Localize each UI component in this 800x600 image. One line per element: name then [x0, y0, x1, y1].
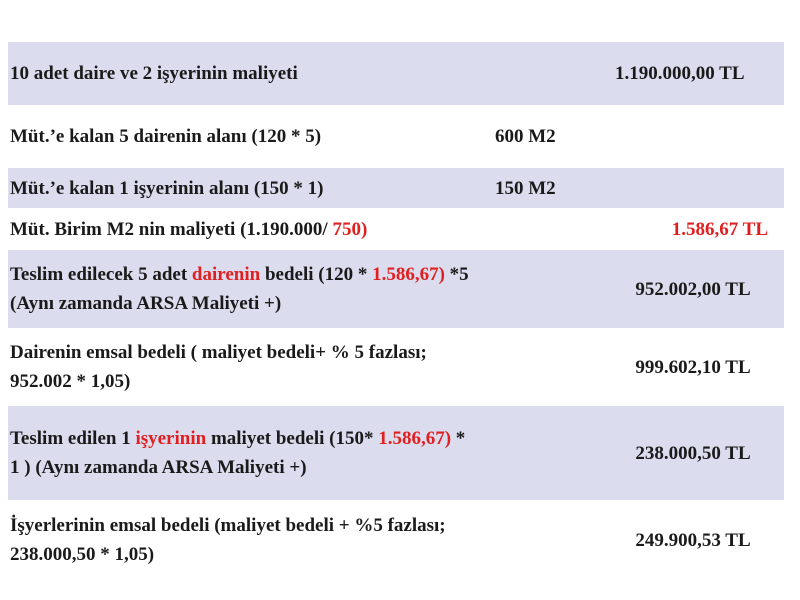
row-label: Müt. Birim M2 nin maliyeti (1.190.000/ 750): [10, 218, 368, 240]
row-value: 999.602,10 TL: [635, 356, 751, 378]
row-area: 150 M2: [495, 177, 556, 199]
row-area: 600 M2: [495, 126, 556, 147]
row-value: 952.002,00 TL: [635, 278, 751, 300]
row-label: Müt.’e kalan 5 dairenin alanı (120 * 5): [10, 126, 322, 147]
table-row: [8, 105, 784, 168]
row-label: Müt.’e kalan 1 işyerinin alanı (150 * 1): [10, 177, 324, 199]
row-label: İşyerlerinin emsal bedeli (maliyet bedeli + %5 fazlası; 238.000,50 * 1,05): [10, 515, 446, 565]
row-label: Teslim edilecek 5 adet dairenin bedeli (120 * 1.586,67) *5 (Aynı zamanda ARSA Maliyeti +): [10, 264, 469, 314]
row-value: 238.000,50 TL: [635, 442, 751, 464]
row-value: 1.190.000,00 TL: [615, 63, 745, 84]
row-label: Teslim edilen 1 işyerinin maliyet bedeli (150* 1.586,67) * 1 ) (Aynı zamanda ARSA Maliyeti +): [10, 428, 466, 478]
table-row: [8, 42, 784, 105]
table-row: [8, 168, 784, 208]
row-value: 249.900,53 TL: [635, 529, 751, 551]
table-row: [8, 406, 784, 500]
row-label: Dairenin emsal bedeli ( maliyet bedeli+ % 5 fazlası; 952.002 * 1,05): [10, 342, 427, 392]
table-row: [8, 500, 784, 580]
table-row: [8, 328, 784, 406]
table-row: [8, 250, 784, 328]
row-value: 1.586,67 TL: [671, 218, 768, 240]
cost-table: [8, 42, 784, 580]
row-label: 10 adet daire ve 2 işyerinin maliyeti: [10, 63, 298, 84]
table-row: [8, 208, 784, 250]
